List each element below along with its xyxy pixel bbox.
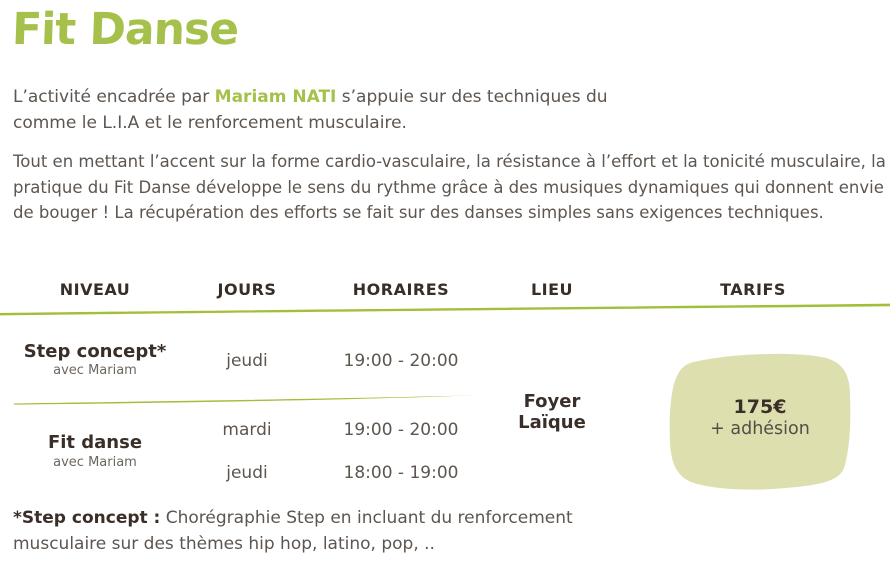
header-divider-line <box>0 302 890 316</box>
footnote-text: Chorégraphie Step en incluant du renforcement musculaire sur des thèmes hip hop, latino, pop, .. <box>13 508 573 554</box>
tarif-price: 175€ <box>733 396 787 418</box>
row-niveau-fit-danse: Fit danse <box>47 432 143 453</box>
column-header-niveau: NIVEAU <box>59 280 131 299</box>
cell-jour: jeudi <box>226 351 268 371</box>
column-header-horaires: HORAIRES <box>352 280 450 299</box>
row-divider-line <box>12 392 478 405</box>
instructor-name: Mariam NATI <box>214 87 337 107</box>
column-header-lieu: LIEU <box>530 280 574 299</box>
cell-horaire: 19:00 - 20:00 <box>343 351 459 371</box>
column-header-jours: JOURS <box>217 280 277 299</box>
cell-jour: mardi <box>222 420 272 440</box>
column-header-tarifs: TARIFS <box>720 280 786 299</box>
intro-text-before: L’activité encadrée par <box>13 87 215 107</box>
cell-lieu: Foyer Laïque <box>518 391 586 433</box>
intro-paragraph <box>13 84 645 136</box>
row-coach-step-concept: avec Mariam <box>53 363 137 378</box>
page-title: Fit Danse <box>11 4 239 55</box>
intro-text-after: s’appuie sur des techniques du comme le L.I.A et le renforcement musculaire. <box>13 87 608 133</box>
tarif-extra: + adhésion <box>710 419 810 439</box>
footnote <box>13 505 623 557</box>
cell-horaire: 18:00 - 19:00 <box>343 463 459 483</box>
description-paragraph: Tout en mettant l’accent sur la forme cardio-vasculaire, la résistance à l’effort et la tonicité musculaire, la pratique du Fit Danse développe le sens du rythme grâce à des musiques dynamiques qui donnent envie de bouger ! La récupération des efforts se fait sur des danses simples sans exigences techniques. <box>13 152 886 222</box>
row-niveau-step-concept: Step concept* <box>23 341 167 362</box>
footnote-term: *Step concept : <box>13 508 161 528</box>
row-coach-fit-danse: avec Mariam <box>53 455 137 470</box>
cell-jour: jeudi <box>226 463 268 483</box>
cell-horaire: 19:00 - 20:00 <box>343 420 459 440</box>
